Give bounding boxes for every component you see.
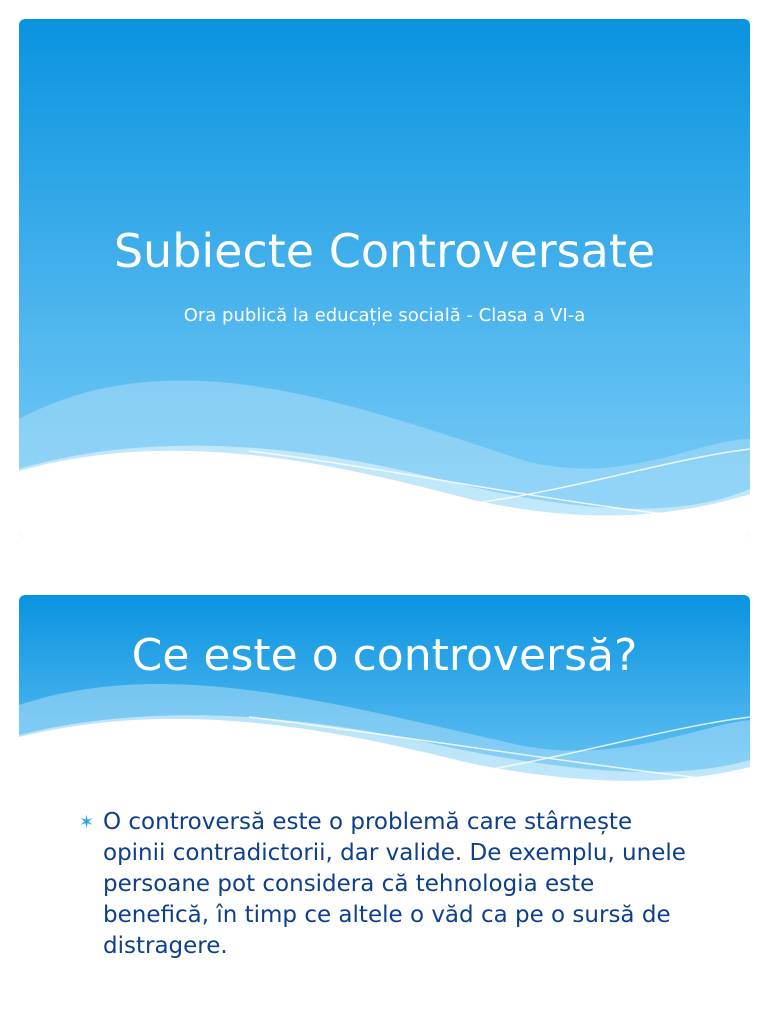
content-slide bbox=[19, 595, 750, 1023]
bullet-item bbox=[79, 807, 689, 962]
bullet-list bbox=[79, 807, 689, 962]
slide-subtitle: Ora publică la educație socială - Clasa a VI-a bbox=[183, 305, 586, 326]
bullet-text: O controversă este o problemă care stârnește opinii contradictorii, dar valide. De exemplu, unele persoane pot considera că tehnologia este benefică, în timp ce altele o văd ca pe o sursă de distragere. bbox=[103, 809, 686, 959]
slide-title: Subiecte Controversate bbox=[113, 224, 656, 278]
slide-title: Ce este o controversă? bbox=[131, 630, 638, 681]
asterisk-bullet-icon: ✶ bbox=[79, 812, 95, 833]
slide-header-background bbox=[19, 595, 750, 795]
title-slide bbox=[19, 19, 750, 537]
slide-background bbox=[19, 19, 750, 537]
